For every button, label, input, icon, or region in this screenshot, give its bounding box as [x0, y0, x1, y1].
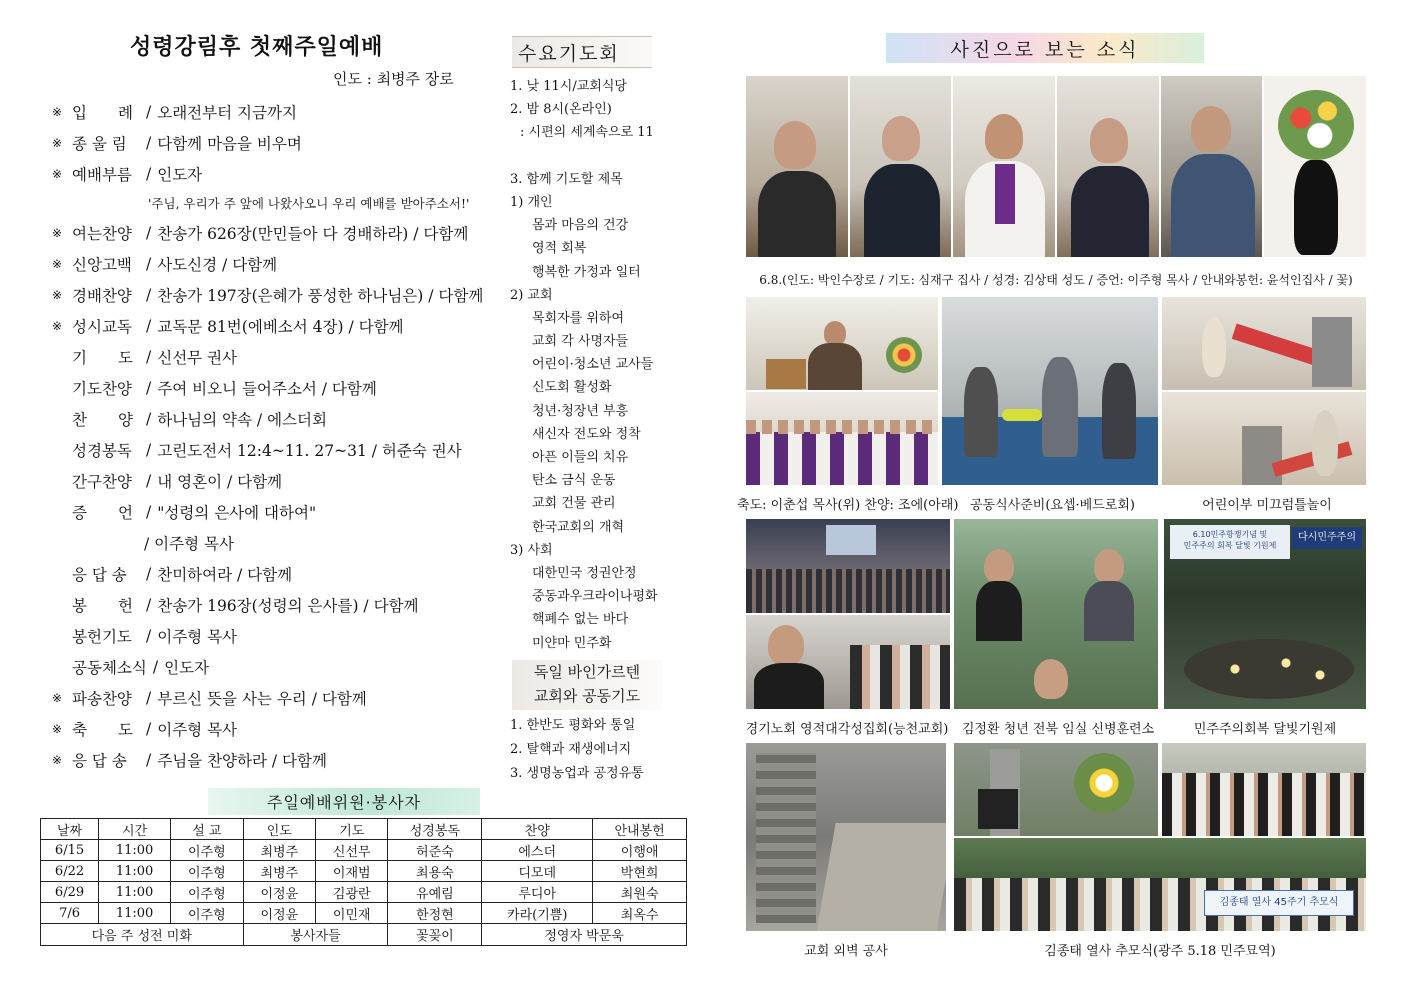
- order-item-label: 응 답 송: [72, 751, 127, 770]
- photo-slide-2: [1161, 391, 1367, 486]
- schedule-row: [41, 882, 687, 903]
- separator: /: [146, 409, 152, 428]
- german-prayer-title: [512, 660, 662, 710]
- prayer-item: 대한민국 정권안정: [532, 565, 637, 581]
- photo-prayer-man: [849, 75, 952, 258]
- schedule-footer-cell: 정영자 박문욱: [482, 924, 687, 946]
- prayer-item: 한국교회의 개혁: [532, 519, 625, 535]
- schedule-footer-cell: 꽃꽂이: [388, 924, 482, 946]
- caption-row3-a: 경기노회 영적대각성집회(능천교회): [745, 722, 949, 737]
- caption-row3-b: 김정환 청년 전북 임실 신병훈련소: [961, 722, 1155, 737]
- order-item-text: 이주형 목사: [157, 720, 238, 739]
- separator: /: [146, 502, 152, 521]
- schedule-cell: 신선무: [316, 840, 388, 861]
- separator: /: [146, 223, 152, 242]
- order-item-label: 봉 헌: [72, 596, 133, 615]
- standing-mark: ※: [52, 256, 63, 271]
- german-prayer-item: 2. 탈핵과 재생에너지: [510, 742, 632, 757]
- news-title: 사진으로 보는 소식: [886, 33, 1204, 63]
- schedule-cell: 디모데: [482, 861, 593, 882]
- schedule-cell: 11:00: [99, 903, 171, 924]
- order-item-text: 신선무 권사: [157, 348, 238, 367]
- prayer-item: 2. 밤 8시(온라인): [510, 102, 612, 118]
- separator: /: [146, 719, 152, 738]
- order-item-label: 성경봉독: [72, 441, 132, 460]
- schedule-cell: 이주형: [171, 840, 243, 861]
- schedule-cell: 한정현: [388, 903, 482, 924]
- schedule-cell: 11:00: [99, 840, 171, 861]
- schedule-cell: 11:00: [99, 882, 171, 903]
- prayer-item: 교회 건물 관리: [532, 496, 616, 512]
- photo-testimony-pastor: [1056, 75, 1160, 258]
- schedule-cell: 이주형: [171, 903, 243, 924]
- order-item-label: 찬 양: [72, 410, 133, 429]
- order-item: [52, 744, 492, 775]
- photo-leader-woman: [745, 75, 849, 258]
- order-item-text: 찬송가 626장(만민들아 다 경배하라) / 다함께: [157, 224, 469, 243]
- order-item: [52, 713, 492, 744]
- order-item: [52, 96, 492, 127]
- separator: /: [146, 133, 152, 152]
- prayer-item: 새신자 전도와 정착: [532, 426, 641, 442]
- schedule-cell: 카라(기쁨): [482, 903, 593, 924]
- order-item-label: 신앙고백: [72, 255, 132, 274]
- german-prayer-item: 1. 한반도 평화와 통일: [510, 718, 636, 733]
- prayer-item: 신도회 활성화: [532, 380, 612, 396]
- schedule-cell: 허준숙: [388, 840, 482, 861]
- order-item-label: 파송찬양: [72, 689, 132, 708]
- photo-memorial-grave: [953, 742, 1159, 837]
- schedule-row: [41, 840, 687, 861]
- banner-text-1: 6.10민주항쟁기념 및: [1192, 530, 1268, 539]
- prayer-item: 어린이·청소년 교사들: [532, 357, 654, 373]
- separator: /: [146, 378, 152, 397]
- schedule-row: [41, 861, 687, 882]
- photo-choir: [745, 391, 939, 486]
- service-leader: 인도 : 최병주 장로: [333, 70, 454, 88]
- caption-row4-b: 김종태 열사 추모식(광주 5.18 민주묘역): [1044, 944, 1276, 959]
- order-item-label: 간구찬양: [72, 472, 132, 491]
- order-item-text: 찬미하여라 / 다함께: [157, 565, 293, 584]
- order-item-text: 하나님의 약속 / 에스더회: [157, 410, 327, 429]
- schedule-cell: 박현희: [593, 861, 687, 882]
- schedule-cell: 7/6: [41, 903, 99, 924]
- photo-candlelight-rally: [1163, 518, 1367, 710]
- schedule-cell: 이정윤: [243, 903, 315, 924]
- separator: /: [146, 347, 152, 366]
- order-item: [52, 434, 492, 465]
- standing-mark: ※: [52, 721, 63, 736]
- order-item-label: 공동체소식: [72, 658, 147, 677]
- schedule-footer-row: [41, 924, 687, 946]
- schedule-cell: 6/22: [41, 861, 99, 882]
- order-item-text: 이주형 목사: [157, 627, 238, 646]
- order-item: [52, 465, 492, 496]
- standing-mark: ※: [52, 225, 63, 240]
- prayer-item: 몸과 마음의 건강: [532, 218, 629, 234]
- separator: /: [146, 564, 152, 583]
- prayer-item: 행복한 가정과 일터: [532, 264, 641, 280]
- order-item: [52, 682, 492, 713]
- schedule-header-cell: 성경봉독: [388, 819, 482, 840]
- prayer-item: 중동과우크라이나평화: [532, 589, 658, 605]
- order-item: [52, 558, 492, 589]
- schedule-header-cell: 인도: [243, 819, 315, 840]
- order-item-label: 봉헌기도: [72, 627, 132, 646]
- schedule-header-row: [41, 819, 687, 840]
- order-item-text: 고린도전서 12:4~11. 27~31 / 허준숙 권사: [157, 441, 462, 460]
- caption-row2-a: 축도: 이춘섭 목사(위) 찬양: 조에(아래): [737, 498, 959, 513]
- prayer-item: 탄소 금식 운동: [532, 473, 616, 489]
- order-item: [52, 589, 492, 620]
- schedule-cell: 이재범: [316, 861, 388, 882]
- order-item-text: 오래전부터 지금까지: [157, 103, 297, 122]
- standing-mark: ※: [52, 104, 63, 119]
- standing-mark: ※: [52, 318, 63, 333]
- schedule-cell: 이정윤: [243, 882, 315, 903]
- schedule-header-cell: 날짜: [41, 819, 99, 840]
- order-item: [52, 651, 492, 682]
- order-item-label: 응 답 송: [72, 565, 127, 584]
- schedule-cell: 6/29: [41, 882, 99, 903]
- schedule-header-cell: 찬양: [482, 819, 593, 840]
- caption-row3-c: 민주주의회복 달빛기원제: [1193, 722, 1337, 737]
- order-item-text: 찬송가 197장(은혜가 풍성한 하나님은) / 다함께: [157, 286, 484, 305]
- prayer-list: [510, 75, 725, 655]
- order-item-text: 내 영혼이 / 다함께: [157, 472, 283, 491]
- separator: /: [146, 595, 152, 614]
- order-item: [52, 127, 492, 158]
- order-item-continuation: / 이주형 목사: [144, 534, 234, 553]
- order-item-label: 기 도: [72, 348, 133, 367]
- schedule-cell: 최용숙: [388, 861, 482, 882]
- schedule-cell: 최원숙: [593, 882, 687, 903]
- separator: /: [152, 657, 159, 676]
- schedule-cell: 에스더: [482, 840, 593, 861]
- schedule-cell: 이주형: [171, 882, 243, 903]
- separator: /: [146, 164, 152, 183]
- prayer-item: 영적 회복: [532, 241, 587, 257]
- photo-slide-1: [1161, 296, 1367, 391]
- photo-benediction: [745, 296, 939, 391]
- order-item-label: 예배부름: [72, 165, 132, 184]
- banner-text-2: 민주주의 회복 달빛 기원제: [1183, 541, 1277, 550]
- order-item-label: 성시교독: [72, 317, 132, 336]
- photo-usher-praying: [1160, 75, 1263, 258]
- prayer-item: 핵폐수 없는 바다: [532, 612, 629, 628]
- separator: /: [146, 440, 152, 459]
- caption-row1: 6.8.(인도: 박인수장로 / 기도: 심재구 집사 / 성경: 김상태 성도 / 증언: 이주형 목사 / 안내와봉헌: 윤석인집사 / 꽃): [759, 273, 1353, 287]
- schedule-header-cell: 설 교: [171, 819, 243, 840]
- order-item-label: 증 언: [72, 503, 133, 522]
- standing-mark: ※: [52, 752, 63, 767]
- order-item: [52, 496, 492, 527]
- schedule-title: 주일예배위원·봉사자: [208, 788, 480, 815]
- schedule-cell: 최병주: [243, 840, 315, 861]
- order-item: [52, 248, 492, 279]
- order-item: [52, 158, 492, 189]
- worship-call-quote: '주님, 우리가 주 앞에 나왔사오니 우리 예배를 받아주소서!': [148, 196, 470, 211]
- prayer-item: 2) 교회: [510, 287, 553, 303]
- schedule-header-cell: 시간: [99, 819, 171, 840]
- schedule-footer-cell: 다음 주 성전 미화: [41, 924, 244, 946]
- prayer-item: [510, 145, 725, 168]
- caption-row2-b: 공동식사준비(요셉·베드로회): [970, 498, 1135, 513]
- separator: /: [146, 316, 152, 335]
- order-item-text: 사도신경 / 다함께: [157, 255, 278, 274]
- photo-revival-meeting: [745, 518, 951, 614]
- prayer-item: 3) 사회: [510, 542, 553, 558]
- separator: /: [146, 750, 152, 769]
- order-item-text: 주여 비오니 들어주소서 / 다함께: [157, 379, 377, 398]
- order-item: [52, 279, 492, 310]
- photo-flower-arrangement: [1263, 75, 1367, 258]
- schedule-cell: 이행애: [593, 840, 687, 861]
- photo-scripture-reader: [952, 75, 1056, 258]
- banner-text-3: 다시민주주의: [1292, 527, 1362, 549]
- order-item-label: 종 울 림: [72, 134, 127, 153]
- order-item: [52, 372, 492, 403]
- prayer-item: 1. 낮 11시/교회식당: [510, 79, 627, 94]
- order-item-text: 주님을 찬양하라 / 다함께: [157, 751, 327, 770]
- schedule-cell: 김광란: [316, 882, 388, 903]
- separator: /: [146, 254, 152, 273]
- order-item-label: 기도찬양: [72, 379, 132, 398]
- order-item: [52, 341, 492, 372]
- german-prayer-list: [510, 714, 644, 786]
- photo-kitchen: [941, 296, 1159, 486]
- schedule-cell: 이주형: [171, 861, 243, 882]
- schedule-cell: 6/15: [41, 840, 99, 861]
- photo-army-visit: [953, 518, 1159, 710]
- order-item-label: 여는찬양: [72, 224, 132, 243]
- caption-row2-c: 어린이부 미끄럼틀놀이: [1202, 498, 1332, 513]
- order-item: [52, 620, 492, 651]
- prayer-item: 교회 각 사명자들: [532, 334, 629, 350]
- photo-wall-repair: [745, 742, 947, 932]
- order-item-text: 인도자: [164, 658, 210, 677]
- german-title-line-2: 교회와 공동기도: [533, 687, 641, 705]
- standing-mark: ※: [52, 690, 63, 705]
- schedule-cell: 유예림: [388, 882, 482, 903]
- order-of-worship: [52, 96, 492, 775]
- photo-memorial-group: [953, 837, 1367, 932]
- prayer-item: 3. 함께 기도할 제목: [510, 171, 623, 187]
- prayer-item: 청년·청장년 부흥: [532, 403, 629, 419]
- service-title: 성령강림후 첫째주일예배: [130, 35, 384, 60]
- memorial-banner-text: 김종태 열사 45주기 추모식: [1204, 890, 1354, 916]
- order-item-label: 입 례: [72, 103, 133, 122]
- order-item-text: 다함께 마음을 비우며: [157, 134, 302, 153]
- german-title-line-1: 독일 바인가르텐: [533, 663, 641, 681]
- schedule-cell: 최옥수: [593, 903, 687, 924]
- standing-mark: ※: [52, 287, 63, 302]
- order-item: [52, 310, 492, 341]
- schedule-header-cell: 안내봉헌: [593, 819, 687, 840]
- prayer-item: 아픈 이들의 치유: [532, 450, 629, 465]
- order-item-text: 찬송가 196장(성령의 은사를) / 다함께: [157, 596, 419, 615]
- order-item-text: "성령의 은사에 대하여": [157, 503, 317, 522]
- order-item-text: 부르신 뜻을 사는 우리 / 다함께: [157, 689, 367, 708]
- german-prayer-item: 3. 생명농업과 공정유통: [510, 766, 644, 781]
- separator: /: [146, 688, 152, 707]
- prayer-title: 수요기도회: [512, 36, 652, 68]
- schedule-cell: 최병주: [243, 861, 315, 882]
- order-item-label: 경배찬양: [72, 286, 132, 305]
- prayer-item: : 시편의 세계속으로 11: [520, 125, 654, 141]
- order-item-text: 인도자: [157, 165, 203, 184]
- schedule-cell: 루디아: [482, 882, 593, 903]
- separator: /: [146, 626, 152, 645]
- caption-row4-a: 교회 외벽 공사: [804, 944, 888, 959]
- order-item-label: 축 도: [72, 720, 133, 739]
- schedule-table: [40, 818, 687, 946]
- photo-memorial-singing: [1161, 742, 1367, 837]
- separator: /: [146, 471, 152, 490]
- separator: /: [146, 102, 152, 121]
- schedule-header-cell: 기도: [316, 819, 388, 840]
- standing-mark: ※: [52, 135, 63, 150]
- prayer-item: 미얀마 민주화: [532, 635, 612, 651]
- photo-youth-group: [745, 614, 951, 710]
- prayer-item: 1) 개인: [510, 194, 553, 210]
- order-item-text: 교독문 81번(에베소서 4장) / 다함께: [157, 317, 404, 336]
- separator: /: [146, 285, 152, 304]
- schedule-cell: 이민재: [316, 903, 388, 924]
- schedule-footer-cell: 봉사자들: [243, 924, 388, 946]
- order-item: [52, 217, 492, 248]
- schedule-cell: 11:00: [99, 861, 171, 882]
- standing-mark: ※: [52, 166, 63, 181]
- schedule-row: [41, 903, 687, 924]
- order-item: [52, 403, 492, 434]
- prayer-item: 목회자를 위하여: [532, 310, 625, 326]
